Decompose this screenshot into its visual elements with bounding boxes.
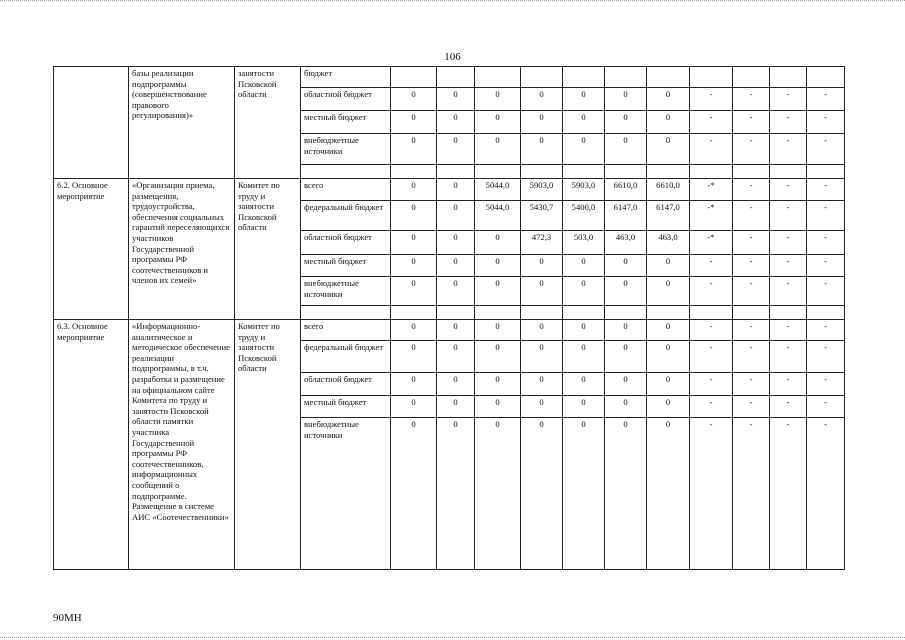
value-cell: 5903,0	[563, 179, 605, 201]
value-cell: 0	[475, 396, 521, 418]
activity-name-cell: базы реализации подпрограммы (совершенствование правового регулирования)»	[129, 67, 235, 179]
value-cell: -	[770, 231, 807, 255]
value-cell: 0	[563, 418, 605, 570]
spacer-cell	[733, 165, 770, 179]
spacer-cell	[521, 306, 563, 320]
value-cell: 0	[647, 373, 690, 396]
value-cell: -	[733, 320, 770, 341]
table-row	[54, 67, 845, 88]
value-cell: 0	[437, 201, 475, 231]
activity-cell: 6.2. Основное мероприятие	[54, 179, 129, 320]
value-cell	[647, 67, 690, 88]
spacer-cell	[521, 165, 563, 179]
value-cell	[391, 67, 437, 88]
spacer-cell	[770, 306, 807, 320]
funding-source-cell: внебюджетные источники	[301, 277, 391, 306]
spacer-cell	[475, 165, 521, 179]
budget-table	[53, 66, 845, 570]
value-cell: 6147,0	[647, 201, 690, 231]
funding-source-cell: всего	[301, 320, 391, 341]
value-cell: 0	[391, 418, 437, 570]
value-cell: 0	[605, 341, 647, 373]
value-cell: -	[807, 320, 845, 341]
value-cell: 0	[475, 88, 521, 111]
value-cell: 463,0	[647, 231, 690, 255]
value-cell: -	[770, 201, 807, 231]
value-cell: 0	[391, 277, 437, 306]
value-cell: 0	[521, 255, 563, 277]
value-cell: -*	[690, 231, 733, 255]
value-cell	[807, 67, 845, 88]
value-cell: 0	[521, 111, 563, 134]
value-cell: -	[770, 255, 807, 277]
value-cell: 0	[605, 88, 647, 111]
value-cell: 0	[437, 179, 475, 201]
value-cell: -	[807, 201, 845, 231]
value-cell: 0	[605, 418, 647, 570]
scan-edge-bottom	[0, 633, 905, 638]
activity-name-cell: «Организация приема, размещения, трудоустройства, обеспечения социальных гарантий переселяющихся участников Государственной программы РФ соотечественников и членов их семей»	[129, 179, 235, 320]
value-cell: 0	[391, 255, 437, 277]
value-cell: -	[690, 396, 733, 418]
executor-cell: занятости Псковской области	[235, 67, 301, 179]
spacer-cell	[605, 306, 647, 320]
value-cell: 0	[437, 255, 475, 277]
spacer-cell	[437, 306, 475, 320]
value-cell: 0	[391, 320, 437, 341]
value-cell: -	[690, 341, 733, 373]
value-cell: 0	[521, 88, 563, 111]
funding-source-cell: местный бюджет	[301, 396, 391, 418]
value-cell: -	[770, 418, 807, 570]
value-cell: 0	[391, 134, 437, 165]
value-cell: 0	[647, 134, 690, 165]
value-cell: 0	[437, 88, 475, 111]
value-cell: 0	[521, 396, 563, 418]
value-cell: 0	[475, 418, 521, 570]
value-cell: 6610,0	[647, 179, 690, 201]
funding-source-cell: областной бюджет	[301, 373, 391, 396]
value-cell: 6610,0	[605, 179, 647, 201]
value-cell: -	[733, 231, 770, 255]
value-cell	[605, 67, 647, 88]
value-cell: 0	[563, 255, 605, 277]
value-cell: -	[733, 255, 770, 277]
value-cell: 0	[647, 320, 690, 341]
value-cell: -	[770, 396, 807, 418]
spacer-cell	[301, 306, 391, 320]
table-row	[54, 320, 845, 341]
value-cell: 5044,0	[475, 201, 521, 231]
value-cell: -	[690, 111, 733, 134]
value-cell: -	[807, 255, 845, 277]
value-cell: -	[733, 341, 770, 373]
value-cell: 0	[437, 341, 475, 373]
value-cell: 0	[521, 320, 563, 341]
funding-source-cell: местный бюджет	[301, 255, 391, 277]
table-row	[54, 179, 845, 201]
value-cell: 0	[563, 320, 605, 341]
value-cell: -	[733, 134, 770, 165]
value-cell: 5400,0	[563, 201, 605, 231]
value-cell: -	[770, 134, 807, 165]
value-cell: 0	[563, 111, 605, 134]
value-cell: 0	[521, 134, 563, 165]
value-cell: 0	[475, 255, 521, 277]
value-cell: -*	[690, 179, 733, 201]
value-cell: 0	[563, 134, 605, 165]
value-cell: 0	[521, 373, 563, 396]
value-cell: 0	[563, 373, 605, 396]
value-cell: -	[733, 396, 770, 418]
funding-source-cell: местный бюджет	[301, 111, 391, 134]
value-cell: 0	[605, 255, 647, 277]
funding-source-cell: федеральный бюджет	[301, 201, 391, 231]
value-cell: -	[770, 88, 807, 111]
value-cell: 0	[605, 277, 647, 306]
spacer-cell	[647, 306, 690, 320]
spacer-cell	[475, 306, 521, 320]
value-cell: 0	[391, 88, 437, 111]
value-cell: 0	[475, 231, 521, 255]
spacer-cell	[563, 306, 605, 320]
value-cell: 5044,0	[475, 179, 521, 201]
value-cell: -	[807, 231, 845, 255]
value-cell: 0	[437, 277, 475, 306]
value-cell: 503,0	[563, 231, 605, 255]
value-cell: -	[770, 179, 807, 201]
value-cell: 0	[391, 396, 437, 418]
value-cell: -	[733, 373, 770, 396]
value-cell: -	[807, 111, 845, 134]
spacer-cell	[690, 306, 733, 320]
value-cell: -	[770, 111, 807, 134]
value-cell: 0	[605, 134, 647, 165]
value-cell: -	[733, 418, 770, 570]
value-cell: -	[807, 179, 845, 201]
value-cell: 0	[391, 341, 437, 373]
value-cell: 0	[647, 111, 690, 134]
value-cell: 0	[475, 134, 521, 165]
value-cell: -	[807, 88, 845, 111]
value-cell: 5430,7	[521, 201, 563, 231]
value-cell	[475, 67, 521, 88]
value-cell: 0	[475, 111, 521, 134]
value-cell: -	[733, 111, 770, 134]
value-cell: 0	[437, 418, 475, 570]
value-cell: 0	[521, 277, 563, 306]
spacer-cell	[301, 165, 391, 179]
value-cell: 0	[391, 373, 437, 396]
value-cell: 0	[437, 396, 475, 418]
value-cell: -	[733, 88, 770, 111]
value-cell: -*	[690, 201, 733, 231]
spacer-cell	[733, 306, 770, 320]
value-cell: 0	[647, 277, 690, 306]
value-cell: 0	[563, 396, 605, 418]
value-cell: 0	[605, 320, 647, 341]
value-cell	[563, 67, 605, 88]
value-cell: -	[733, 201, 770, 231]
value-cell: -	[733, 277, 770, 306]
value-cell: 0	[391, 201, 437, 231]
value-cell: 0	[391, 231, 437, 255]
table-body	[54, 67, 845, 570]
value-cell: 0	[475, 373, 521, 396]
value-cell	[733, 67, 770, 88]
value-cell: -	[807, 396, 845, 418]
value-cell: -	[690, 277, 733, 306]
value-cell: 0	[563, 277, 605, 306]
value-cell: 0	[437, 231, 475, 255]
funding-source-cell: внебюджетные источники	[301, 418, 391, 570]
spacer-cell	[807, 306, 845, 320]
value-cell: -	[690, 373, 733, 396]
value-cell: 0	[437, 111, 475, 134]
funding-source-cell: областной бюджет	[301, 88, 391, 111]
value-cell: -	[733, 179, 770, 201]
activity-cell: 6.3. Основное мероприятие	[54, 320, 129, 570]
value-cell: 0	[521, 418, 563, 570]
executor-cell: Комитет по труду и занятости Псковской области	[235, 320, 301, 570]
value-cell: 463,0	[605, 231, 647, 255]
spacer-cell	[391, 165, 437, 179]
value-cell: -	[690, 88, 733, 111]
value-cell: 0	[647, 88, 690, 111]
value-cell: 0	[437, 134, 475, 165]
activity-name-cell: «Информационно-аналитическое и методическое обеспечение реализации подпрограммы, в т.ч. разработка и размещение на официальном сайте Комитета по труду и занятости Псковской области памятки участника Государственной программы РФ соотечественников, информационных сообщений о подпрограмме. Размещение в системе АИС «Соотечественники»	[129, 320, 235, 570]
spacer-cell	[437, 165, 475, 179]
value-cell	[521, 67, 563, 88]
value-cell: -	[770, 277, 807, 306]
spacer-cell	[391, 306, 437, 320]
page-number: 106	[444, 51, 461, 63]
value-cell: -	[770, 373, 807, 396]
spacer-cell	[807, 165, 845, 179]
value-cell: 5903,0	[521, 179, 563, 201]
value-cell: 0	[605, 111, 647, 134]
value-cell: 0	[647, 341, 690, 373]
scan-edge-top	[0, 0, 905, 5]
value-cell: -	[807, 277, 845, 306]
executor-cell: Комитет по труду и занятости Псковской области	[235, 179, 301, 320]
value-cell: 0	[647, 255, 690, 277]
value-cell: -	[690, 418, 733, 570]
spacer-cell	[563, 165, 605, 179]
value-cell: -	[690, 320, 733, 341]
value-cell: 0	[391, 111, 437, 134]
value-cell: -	[690, 134, 733, 165]
value-cell	[770, 67, 807, 88]
value-cell: -	[807, 341, 845, 373]
spacer-cell	[770, 165, 807, 179]
funding-source-cell: бюджет	[301, 67, 391, 88]
value-cell: 0	[391, 179, 437, 201]
value-cell: -	[807, 418, 845, 570]
value-cell: 0	[605, 373, 647, 396]
value-cell: 0	[437, 373, 475, 396]
footer-code: 90МН	[53, 612, 82, 624]
value-cell: 0	[563, 341, 605, 373]
value-cell: 0	[563, 88, 605, 111]
value-cell: 0	[475, 341, 521, 373]
value-cell: 0	[647, 396, 690, 418]
value-cell: 0	[475, 320, 521, 341]
value-cell: -	[770, 341, 807, 373]
value-cell: -	[807, 373, 845, 396]
value-cell: 0	[475, 277, 521, 306]
value-cell: -	[807, 134, 845, 165]
value-cell: 6147,0	[605, 201, 647, 231]
funding-source-cell: всего	[301, 179, 391, 201]
value-cell	[437, 67, 475, 88]
value-cell: 472,3	[521, 231, 563, 255]
spacer-cell	[647, 165, 690, 179]
funding-source-cell: внебюджетные источники	[301, 134, 391, 165]
value-cell: 0	[605, 396, 647, 418]
value-cell: 0	[647, 418, 690, 570]
value-cell: -	[690, 255, 733, 277]
spacer-cell	[690, 165, 733, 179]
value-cell	[690, 67, 733, 88]
activity-cell	[54, 67, 129, 179]
funding-source-cell: федеральный бюджет	[301, 341, 391, 373]
spacer-cell	[605, 165, 647, 179]
value-cell: 0	[521, 341, 563, 373]
value-cell: 0	[437, 320, 475, 341]
value-cell: -	[770, 320, 807, 341]
funding-source-cell: областной бюджет	[301, 231, 391, 255]
